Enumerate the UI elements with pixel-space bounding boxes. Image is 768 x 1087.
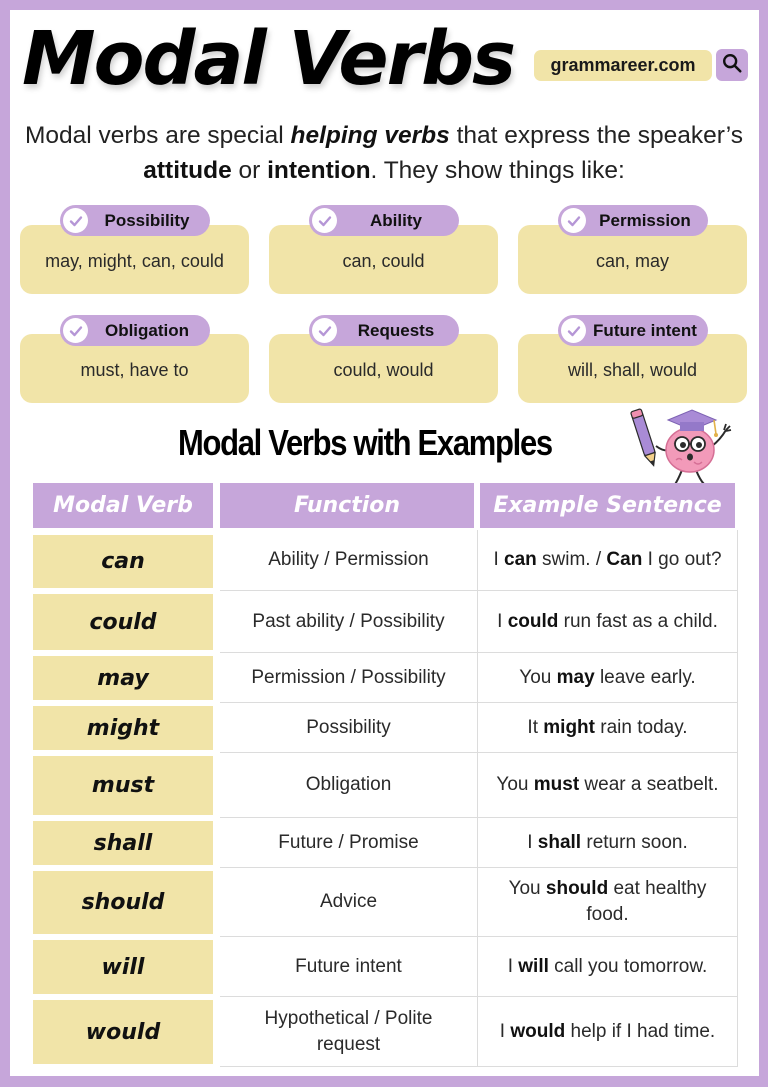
- intro-emphasis: intention: [267, 157, 371, 184]
- table-row: [220, 937, 738, 997]
- example-text: run fast as a child.: [558, 610, 718, 632]
- modal-verb-cell: should: [33, 871, 213, 934]
- example-cell: [478, 937, 737, 996]
- example-text: return soon.: [581, 831, 688, 853]
- example-modal-highlight: should: [545, 878, 609, 899]
- category-label: Obligation: [104, 320, 190, 340]
- example-text: I: [499, 1020, 511, 1042]
- site-label: grammareer.com: [550, 55, 696, 75]
- example-text: swim. /: [536, 549, 607, 570]
- modal-verb-cell: could: [33, 594, 213, 650]
- table-row: [220, 703, 738, 753]
- category-label-pill: [60, 205, 210, 236]
- category-verbs: could, would: [333, 360, 434, 380]
- example-cell: [478, 997, 737, 1066]
- category-label: Permission: [599, 210, 691, 230]
- category-verbs: will, shall, would: [567, 360, 698, 380]
- check-circle-icon: [312, 318, 337, 343]
- example-sentence: [527, 830, 688, 856]
- example-sentence: [508, 954, 708, 980]
- example-modal-highlight: could: [507, 610, 559, 632]
- function-cell: Future intent: [220, 937, 478, 996]
- category-label: Future intent: [593, 320, 697, 340]
- function-cell: Possibility: [220, 703, 478, 752]
- search-icon: [721, 52, 743, 78]
- example-text: I: [493, 549, 504, 570]
- example-text: I go out?: [642, 549, 722, 570]
- example-cell: [478, 591, 737, 652]
- category-verbs: can, could: [342, 251, 425, 271]
- table-header-modal-verb: Modal Verb: [33, 483, 213, 528]
- check-circle-icon: [561, 208, 586, 233]
- example-text: rain today.: [594, 716, 688, 738]
- intro-paragraph: [20, 118, 748, 188]
- check-circle-icon: [63, 318, 88, 343]
- example-text: I: [507, 955, 519, 977]
- table-row: [220, 818, 738, 868]
- table-row: [220, 653, 738, 703]
- brain-mascot-icon: [628, 400, 738, 490]
- page-title: Modal Verbs: [22, 16, 515, 102]
- example-modal-highlight: would: [510, 1020, 566, 1042]
- example-sentence: [519, 665, 695, 691]
- example-text: I: [497, 610, 508, 632]
- example-modal-highlight: must: [533, 774, 580, 795]
- intro-emphasis: helping verbs: [290, 122, 450, 149]
- example-text: call you tomorrow.: [548, 955, 708, 977]
- example-sentence: [500, 1019, 715, 1045]
- example-cell: [478, 530, 737, 590]
- category-label-pill: [309, 315, 459, 346]
- example-modal-highlight: may: [556, 666, 595, 688]
- modal-verb-cell: can: [33, 535, 213, 588]
- example-text: eat healthy food.: [586, 878, 707, 925]
- function-cell: Future / Promise: [220, 818, 478, 867]
- category-verbs: can, may: [595, 251, 670, 271]
- table-header-example: Example Sentence: [480, 483, 735, 528]
- example-text: wear a seatbelt.: [579, 774, 719, 795]
- modal-verb-cell: shall: [33, 821, 213, 865]
- category-label-pill: [309, 205, 459, 236]
- example-text: I: [527, 831, 538, 853]
- modal-verb-cell: will: [33, 940, 213, 994]
- check-circle-icon: [63, 208, 88, 233]
- section-title: Modal Verbs with Examples: [178, 422, 552, 463]
- example-text: You: [519, 666, 557, 688]
- example-sentence: [486, 876, 729, 928]
- example-modal-highlight: Can: [606, 549, 643, 570]
- search-button[interactable]: [716, 49, 748, 81]
- function-cell: Obligation: [220, 753, 478, 817]
- example-cell: [478, 653, 737, 702]
- modal-verb-cell: may: [33, 656, 213, 700]
- example-sentence: [497, 609, 718, 635]
- table-row: [220, 997, 738, 1067]
- check-circle-icon: [561, 318, 586, 343]
- function-cell: Advice: [220, 868, 478, 936]
- table-row: [220, 591, 738, 653]
- table-row: [220, 868, 738, 937]
- example-modal-highlight: shall: [537, 831, 582, 853]
- example-cell: [478, 868, 737, 936]
- example-cell: [478, 753, 737, 817]
- table-row: [220, 753, 738, 818]
- example-text: You: [508, 878, 546, 899]
- intro-text: . They show things like:: [370, 157, 625, 184]
- example-modal-highlight: might: [543, 716, 595, 738]
- category-label-pill: [558, 315, 708, 346]
- category-label-pill: [558, 205, 708, 236]
- example-modal-highlight: will: [518, 955, 549, 977]
- intro-text: that express the speaker’s: [449, 122, 744, 149]
- function-cell: Hypothetical / Polite request: [220, 997, 478, 1066]
- site-link[interactable]: [534, 50, 712, 81]
- category-label-pill: [60, 315, 210, 346]
- example-cell: [478, 818, 737, 867]
- function-cell: Permission / Possibility: [220, 653, 478, 702]
- example-text: leave early.: [594, 666, 696, 688]
- category-label: Requests: [357, 320, 435, 340]
- modal-verb-cell: must: [33, 756, 213, 815]
- intro-text: or: [231, 157, 268, 184]
- check-circle-icon: [312, 208, 337, 233]
- example-sentence: [527, 715, 687, 741]
- function-cell: Past ability / Possibility: [220, 591, 478, 652]
- example-modal-highlight: can: [504, 549, 537, 570]
- example-text: You: [496, 774, 534, 795]
- category-verbs: may, might, can, could: [45, 251, 224, 271]
- table-header-function: Function: [220, 483, 474, 528]
- example-sentence: [493, 547, 721, 573]
- example-cell: [478, 703, 737, 752]
- function-cell: Ability / Permission: [220, 530, 478, 590]
- intro-text: Modal verbs are special: [24, 122, 291, 149]
- category-verbs: must, have to: [80, 360, 189, 380]
- category-label: Possibility: [104, 210, 190, 230]
- example-text: help if I had time.: [565, 1020, 716, 1042]
- modal-verb-cell: might: [33, 706, 213, 750]
- intro-emphasis: attitude: [143, 157, 232, 184]
- table-row: [220, 530, 738, 591]
- category-label: Ability: [370, 210, 422, 230]
- modal-verb-cell: would: [33, 1000, 213, 1064]
- example-sentence: [496, 772, 718, 798]
- example-text: It: [527, 716, 544, 738]
